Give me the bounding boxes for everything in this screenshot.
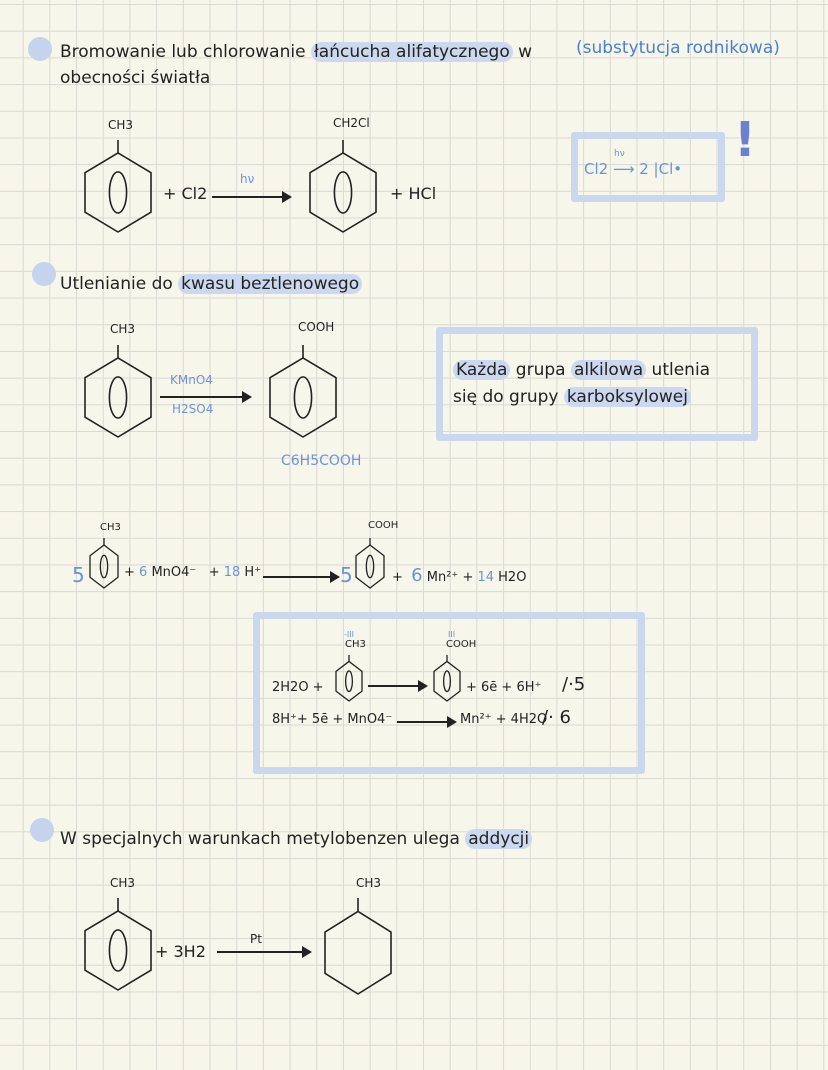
exclamation-icon: ! — [734, 112, 756, 168]
reaction-arrow — [217, 951, 310, 953]
text: grupa — [510, 360, 571, 380]
coefficient: 18 — [223, 565, 241, 580]
section-2-title — [60, 274, 362, 294]
toluene-ring — [85, 345, 151, 437]
substituent-label: CH3 — [100, 522, 121, 533]
half-1-left: 2H2O + — [272, 680, 324, 695]
substituent-label: COOH — [298, 320, 335, 334]
substituent-label: CH3 — [345, 639, 366, 650]
ion: MnO4⁻ — [151, 565, 197, 580]
coefficient: 5 — [72, 563, 85, 587]
half-1-multiplier: /·5 — [562, 674, 586, 695]
bullet-section-2 — [32, 262, 56, 286]
title-highlight: łańcucha alifatycznego — [311, 42, 513, 62]
benzoic-acid-ring-small — [434, 655, 460, 701]
bullet-section-1 — [28, 37, 52, 61]
box-condition: hν — [614, 149, 625, 159]
substituent-label: CH2Cl — [333, 116, 370, 130]
bullet-section-3 — [30, 818, 54, 842]
highlight: karboksylowej — [564, 387, 691, 407]
section-3-title — [60, 829, 532, 849]
reagent: + Cl2 — [163, 184, 208, 203]
toluene-ring — [85, 898, 151, 990]
note-line-1 — [453, 360, 710, 380]
reaction-arrow — [160, 396, 250, 398]
half-2-multiplier: /· 6 — [542, 707, 571, 728]
molecule: H2O — [498, 570, 527, 585]
substituent-label: CH3 — [110, 322, 136, 336]
oxidation-state: -III — [344, 630, 354, 639]
oxidation-state: III — [448, 630, 456, 639]
substitution-note: (substytucja rodnikowa) — [576, 38, 780, 58]
reagent-bottom: H2SO4 — [172, 402, 214, 416]
title-highlight: addycji — [465, 829, 532, 849]
arrow-condition: hν — [240, 172, 255, 186]
product-name: C6H5COOH — [281, 453, 362, 469]
coefficient: 5 — [340, 563, 353, 587]
toluene-ring — [85, 140, 151, 232]
equation-term: + 6 Mn²⁺ + 14 H2O — [392, 565, 527, 586]
coefficient: 6 — [139, 565, 148, 580]
toluene-ring-small — [336, 655, 362, 701]
highlight: Każda — [453, 360, 510, 380]
text: się do grupy — [453, 387, 564, 407]
plus: + — [208, 565, 220, 580]
title-text: w — [512, 42, 533, 62]
arrow-condition: Pt — [250, 932, 262, 946]
reaction-arrow — [397, 721, 455, 723]
reaction-arrow — [212, 196, 290, 198]
radical-equation: Cl2 ⟶ 2 |Cl• — [584, 160, 683, 178]
methylcyclohexane-ring — [325, 898, 391, 994]
title-highlight: kwasu beztlenowego — [178, 274, 362, 294]
text: utlenia — [646, 360, 711, 380]
substituent-label: COOH — [446, 639, 477, 650]
reagent-top: KMnO4 — [170, 373, 213, 387]
coefficient: 14 — [477, 570, 495, 585]
equation-term: + 6 MnO4⁻ + 18 H⁺ — [124, 565, 262, 580]
oxidation-note-box — [436, 327, 758, 441]
section-1-title — [60, 42, 532, 62]
title-text: W specjalnych warunkach metylobenzen ulega — [60, 829, 466, 849]
reagent: + 3H2 — [155, 942, 206, 961]
product: + HCl — [390, 184, 437, 203]
half-2-left: 8H⁺+ 5ē + MnO4⁻ — [272, 712, 393, 727]
substituent-label: COOH — [368, 520, 399, 531]
benzoic-acid-ring — [270, 345, 336, 437]
half-2-right: Mn²⁺ + 4H2O — [460, 712, 548, 727]
substituent-label: CH3 — [108, 118, 134, 132]
reaction-arrow — [368, 685, 426, 687]
benzoic-acid-ring-small — [356, 538, 384, 588]
ion: Mn²⁺ — [426, 570, 459, 585]
highlight: alkilowa — [571, 360, 646, 380]
substituent-label: CH3 — [110, 876, 136, 890]
section-1-title-line2: obecności światła — [60, 68, 211, 88]
benzyl-chloride-ring — [310, 140, 376, 232]
toluene-ring-small — [90, 538, 118, 588]
title-text: Bromowanie lub chlorowanie — [60, 42, 311, 62]
title-text: Utlenianie do — [60, 274, 179, 294]
substituent-label: CH3 — [356, 876, 382, 890]
ion: H⁺ — [244, 565, 262, 580]
half-1-right: + 6ē + 6H⁺ — [466, 680, 542, 695]
note-line-2 — [453, 387, 691, 407]
coefficient: 6 — [411, 565, 423, 586]
reaction-arrow — [263, 576, 338, 578]
